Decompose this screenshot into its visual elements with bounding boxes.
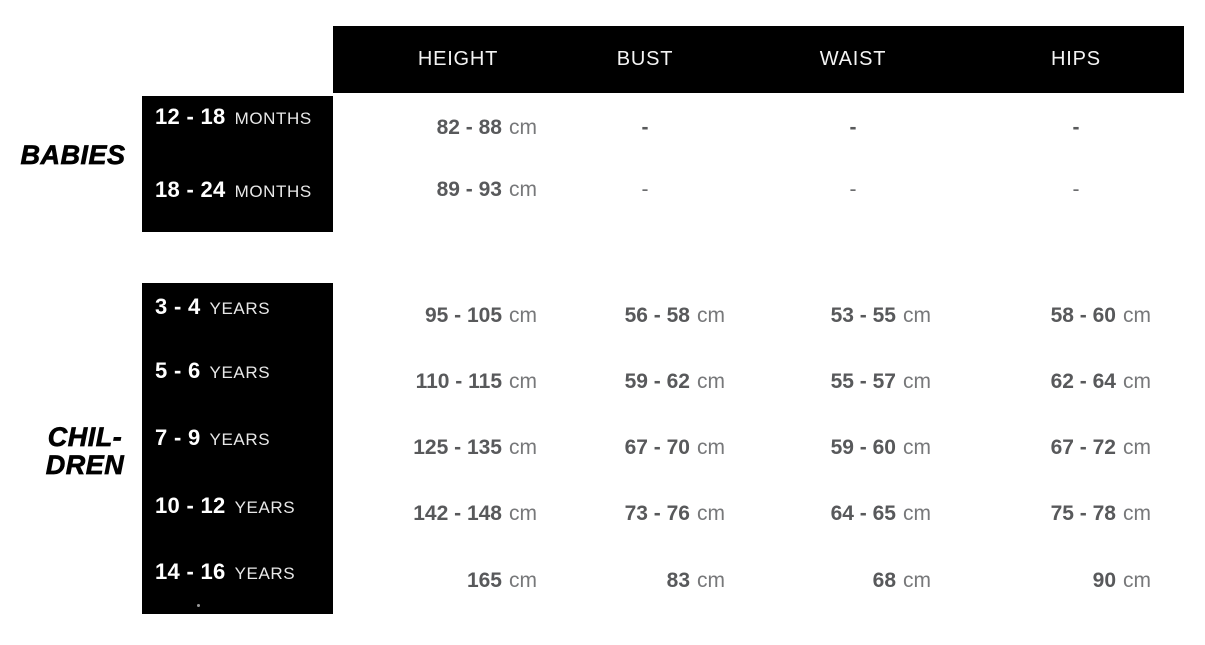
value: - [641, 178, 649, 201]
value: 67 - 70 [624, 436, 690, 459]
value: 59 - 62 [624, 370, 690, 393]
value: 56 - 58 [624, 304, 690, 327]
value: - [1072, 116, 1080, 139]
unit: cm [509, 436, 537, 459]
size-label-row [155, 102, 333, 135]
cell-hips [1051, 301, 1151, 333]
cell-height [413, 433, 537, 465]
value: 64 - 65 [830, 502, 896, 525]
value: 142 - 148 [413, 502, 502, 525]
size-unit: YEARS [234, 498, 296, 517]
size-label-row [155, 557, 333, 590]
value: 53 - 55 [830, 304, 896, 327]
cell-bust [625, 499, 725, 531]
cell-height [467, 566, 537, 598]
value: - [849, 116, 857, 139]
cell-waist [850, 175, 857, 207]
cell-waist [850, 113, 857, 145]
group-label-line: DREN [45, 450, 125, 480]
cell-height [416, 367, 537, 399]
size-label-row [155, 356, 333, 389]
babies-size-box [142, 96, 333, 232]
children-size-box [142, 283, 333, 614]
value: 73 - 76 [624, 502, 690, 525]
cell-bust [667, 566, 725, 598]
value: - [641, 116, 649, 139]
table-header-bar [333, 26, 1184, 93]
cell-hips [1051, 499, 1151, 531]
value: 58 - 60 [1050, 304, 1116, 327]
size-range: 3 - 4 [155, 294, 201, 319]
cell-hips [1073, 175, 1080, 207]
group-label-children [14, 423, 156, 479]
size-label-row [155, 491, 333, 524]
value: 95 - 105 [424, 304, 502, 327]
cell-waist [831, 499, 931, 531]
value: 75 - 78 [1050, 502, 1116, 525]
cell-hips [1051, 433, 1151, 465]
value: 110 - 115 [415, 370, 502, 393]
cell-bust [642, 175, 649, 207]
value: 83 [666, 569, 690, 592]
size-unit: YEARS [209, 430, 271, 449]
unit: cm [903, 502, 931, 525]
unit: cm [697, 569, 725, 592]
cell-waist [831, 367, 931, 399]
cell-bust [625, 301, 725, 333]
value: 125 - 135 [413, 436, 502, 459]
value: 89 - 93 [436, 178, 502, 201]
cell-bust [625, 367, 725, 399]
cell-hips [1073, 113, 1080, 145]
cell-height [437, 175, 537, 207]
size-unit: YEARS [209, 299, 271, 318]
cell-waist [831, 301, 931, 333]
cell-hips [1051, 367, 1151, 399]
value: - [849, 178, 857, 201]
value: 55 - 57 [830, 370, 896, 393]
size-unit: YEARS [209, 363, 271, 382]
size-unit: MONTHS [234, 109, 312, 128]
value: 62 - 64 [1050, 370, 1116, 393]
unit: cm [697, 436, 725, 459]
value: - [1072, 178, 1080, 201]
size-label-row [155, 423, 333, 456]
value: 59 - 60 [830, 436, 896, 459]
cell-bust [642, 113, 649, 145]
size-label-row [155, 175, 333, 208]
size-range: 18 - 24 [155, 177, 226, 202]
group-label-line: CHIL- [47, 422, 123, 452]
unit: cm [903, 436, 931, 459]
group-label-babies [0, 141, 146, 169]
cell-height [425, 301, 537, 333]
unit: cm [1123, 436, 1151, 459]
unit: cm [1123, 502, 1151, 525]
unit: cm [509, 304, 537, 327]
cell-height [437, 113, 537, 145]
unit: cm [697, 502, 725, 525]
unit: cm [903, 370, 931, 393]
value: 82 - 88 [436, 116, 502, 139]
column-header-waist: WAIST [819, 48, 887, 70]
column-header-bust: BUST [616, 48, 674, 70]
unit: cm [509, 569, 537, 592]
value: 165 [466, 569, 502, 592]
size-unit: MONTHS [234, 182, 312, 201]
column-header-height: HEIGHT [417, 48, 499, 70]
unit: cm [697, 304, 725, 327]
value: 68 [872, 569, 896, 592]
size-range: 12 - 18 [155, 104, 226, 129]
size-unit: YEARS [234, 564, 296, 583]
unit: cm [509, 502, 537, 525]
value: 67 - 72 [1050, 436, 1116, 459]
unit: cm [1123, 569, 1151, 592]
group-label-line: BABIES [20, 140, 126, 170]
unit: cm [903, 569, 931, 592]
unit: cm [697, 370, 725, 393]
unit: cm [509, 178, 537, 201]
value: 90 [1092, 569, 1116, 592]
unit: cm [903, 304, 931, 327]
size-range: 7 - 9 [155, 425, 201, 450]
unit: cm [1123, 304, 1151, 327]
size-label-row [155, 292, 333, 325]
cell-waist [831, 433, 931, 465]
size-range: 5 - 6 [155, 358, 201, 383]
column-header-hips: HIPS [1051, 48, 1101, 70]
unit: cm [509, 116, 537, 139]
cell-height [413, 499, 537, 531]
cell-waist [873, 566, 931, 598]
unit: cm [1123, 370, 1151, 393]
stray-dot [197, 604, 200, 607]
cell-bust [625, 433, 725, 465]
cell-hips [1093, 566, 1151, 598]
size-range: 14 - 16 [155, 559, 226, 584]
unit: cm [509, 370, 537, 393]
size-range: 10 - 12 [155, 493, 226, 518]
